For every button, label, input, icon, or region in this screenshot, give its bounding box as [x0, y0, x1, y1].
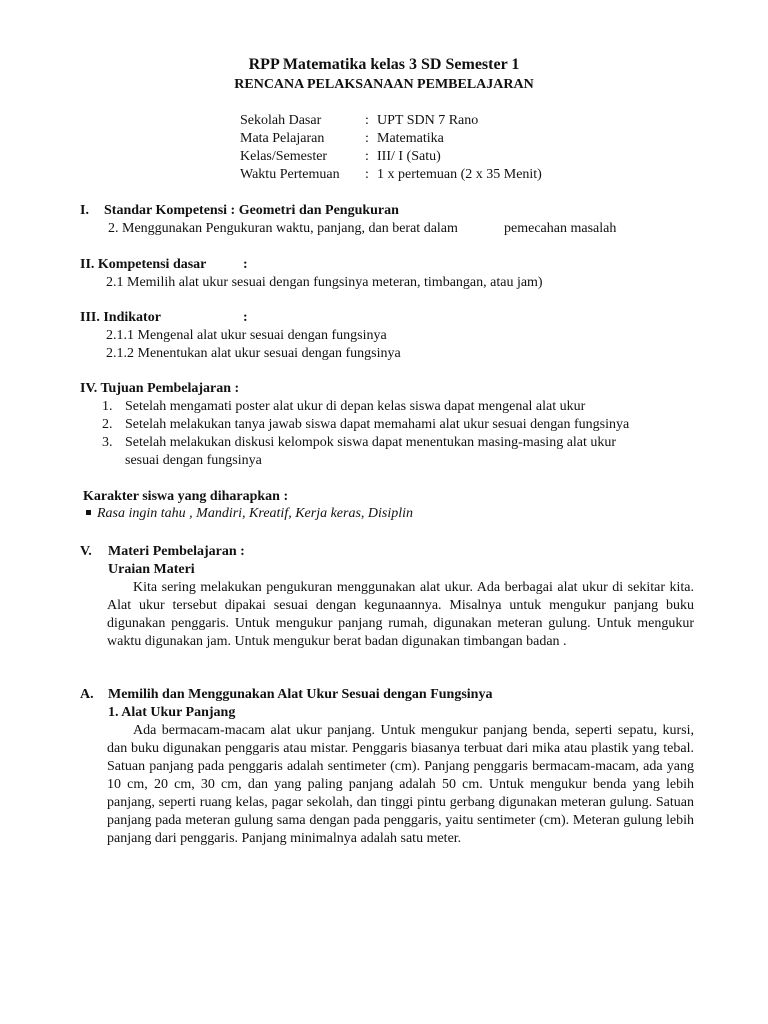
sectionA-paragraph-text: Ada bermacam-macam alat ukur panjang. Untuk mengukur panjang benda, seperti sepatu, kursi, dan buku digunakan penggaris atau mistar. Penggaris biasanya terbuat dari mika atau plastik yang tebal. Satuan panjang pada penggaris adalah sentimeter (cm). Panjang penggaris bermacam-macam, ada yang 10 cm, 20 cm, 30 cm, dan yang paling panjang adalah 50 cm. Untuk mengukur benda yang lebih panjang, seperti ruang kelas, pagar sekolah, dan tinggi pintu gerbang digunakan meteran gulung. Satuan panjang pada meteran gulung sama dengan pada penggaris, yaitu sentimeter (cm). Meteran gulung lebih panjang dari penggaris. Panjang minimalnya adalah satu meter.: [107, 723, 694, 846]
sectionA-number: A.: [80, 687, 94, 702]
info-label: Mata Pelajaran: [240, 131, 325, 146]
section1-item-tail: pemecahan masalah: [504, 221, 617, 236]
section4-item-continuation: sesuai dengan fungsinya: [125, 453, 262, 468]
section1-item: 2. Menggunakan Pengukuran waktu, panjang, dan berat dalam: [108, 221, 458, 236]
section4-item: Setelah mengamati poster alat ukur di depan kelas siswa dapat mengenal alat ukur: [125, 399, 586, 414]
section5-paragraph-text: Kita sering melakukan pengukuran menggunakan alat ukur. Ada berbagai alat ukur di sekitar kita. Alat ukur tersebut dipakai sesuai dengan kegunaannya. Misalnya untuk mengukur panjang buku digunakan penggaris. Untuk mengukur panjang rumah, digunakan meteran gulung. Untuk mengukur waktu digunakan jam. Untuk mengukur berat badan digunakan timbangan badan .: [107, 580, 694, 649]
info-colon: :: [365, 113, 369, 128]
section5-number: V.: [80, 544, 92, 559]
section3-title: III. Indikator: [80, 310, 161, 325]
section4-item-number: 3.: [102, 435, 113, 450]
document-title: RPP Matematika kelas 3 SD Semester 1: [248, 56, 520, 73]
sectionA-title: Memilih dan Menggunakan Alat Ukur Sesuai dengan Fungsinya: [108, 687, 493, 702]
info-value: UPT SDN 7 Rano: [377, 113, 479, 128]
section4-item-number: 1.: [102, 399, 113, 414]
section1-title: Standar Kompetensi : Geometri dan Pengukuran: [104, 203, 399, 218]
section1-number: I.: [80, 203, 89, 218]
section2-colon: :: [243, 257, 248, 272]
section4-item: Setelah melakukan tanya jawab siswa dapat memahami alat ukur sesuai dengan fungsinya: [125, 417, 630, 432]
info-value: 1 x pertemuan (2 x 35 Menit): [377, 167, 542, 182]
section5-paragraph: [107, 579, 694, 651]
info-label: Kelas/Semester: [240, 149, 328, 164]
sectionA-paragraph: [107, 722, 694, 848]
karakter-bullet-item: [86, 505, 413, 523]
section5-subtitle: Uraian Materi: [108, 562, 195, 577]
info-value: Matematika: [377, 131, 444, 146]
karakter-title: Karakter siswa yang diharapkan :: [83, 489, 289, 504]
sectionA-subtitle: 1. Alat Ukur Panjang: [108, 705, 236, 720]
karakter-bullet-text: Rasa ingin tahu , Mandiri, Kreatif, Kerja keras, Disiplin: [97, 506, 414, 521]
section4-item: Setelah melakukan diskusi kelompok siswa dapat menentukan masing-masing alat ukur: [125, 435, 617, 450]
info-colon: :: [365, 167, 369, 182]
info-label: Waktu Pertemuan: [240, 167, 340, 182]
section4-item-number: 2.: [102, 417, 113, 432]
section5-title: Materi Pembelajaran :: [108, 544, 245, 559]
section2-item: 2.1 Memilih alat ukur sesuai dengan fungsinya meteran, timbangan, atau jam): [106, 275, 543, 290]
section3-item: 2.1.1 Mengenal alat ukur sesuai dengan fungsinya: [106, 328, 387, 343]
section4-title: IV. Tujuan Pembelajaran :: [80, 381, 240, 396]
info-value: III/ I (Satu): [377, 149, 441, 164]
info-colon: :: [365, 149, 369, 164]
section3-item: 2.1.2 Menentukan alat ukur sesuai dengan fungsinya: [106, 346, 401, 361]
document-subtitle: RENCANA PELAKSANAAN PEMBELAJARAN: [234, 77, 534, 92]
section2-title: II. Kompetensi dasar: [80, 257, 207, 272]
bullet-icon: [86, 510, 91, 515]
section3-colon: :: [243, 310, 248, 325]
info-label: Sekolah Dasar: [240, 113, 322, 128]
info-colon: :: [365, 131, 369, 146]
